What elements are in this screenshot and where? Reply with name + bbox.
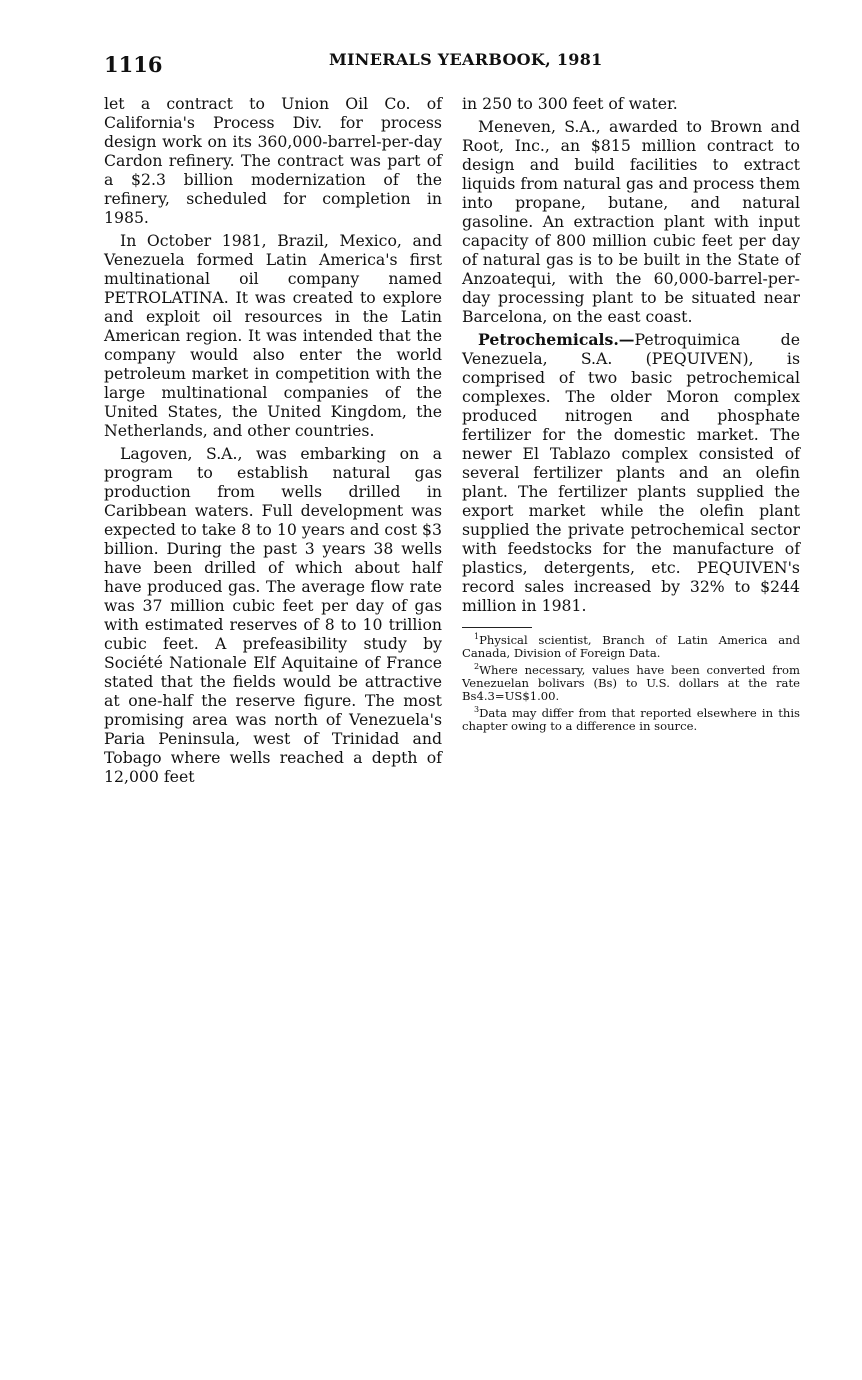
- paragraph-continuation: in 250 to 300 feet of water.: [462, 94, 678, 113]
- footnote-mark: 2: [474, 662, 480, 672]
- left-column: [104, 94, 442, 786]
- footnote-mark: 1: [474, 632, 480, 642]
- section-heading-petrochemicals: Petrochemicals.—: [478, 330, 635, 349]
- footnote-text: Where necessary, values have been converted from Venezuelan bolivars (Bs) to U.S. dollars at the rate Bs4.3=US$1.00.: [462, 663, 800, 703]
- paragraph-meneven: Meneven, S.A., awarded to Brown and Root, Inc., an $815 million contract to design and build facilities to extract liquids from natural gas and process them into propane, butane, and natural gasoline. An extraction plant with input capacity of 800 million cubic feet per day of natural gas is to be built in the State of Anzoatequi, with the 60,000-barrel-per-day processing plant to be situated near Barcelona, on the east coast.: [462, 117, 800, 326]
- footnote-1: [462, 634, 800, 660]
- footnote-text: Physical scientist, Branch of Latin America and Canada, Division of Foreign Data.: [462, 633, 800, 660]
- footnote-text: Data may differ from that reported elsewhere in this chapter owing to a difference in source.: [462, 706, 800, 733]
- footnote-mark: 3: [474, 705, 480, 715]
- running-title: MINERALS YEARBOOK, 1981: [329, 50, 603, 69]
- page-number: 1116: [104, 52, 163, 77]
- petrochemicals-text: Petroquimica de Venezuela, S.A. (PEQUIVEN), is comprised of two basic petrochemical complexes. The older Moron complex produced nitrogen and phosphate fertilizer for the domestic market. The newer El Tablazo complex consisted of several fertilizer plants and an olefin plant. The fertilizer plants supplied the export market while the olefin plant supplied the private petrochemical sector with feedstocks for the manufacture of plastics, detergents, etc. PEQUIVEN's record sales increased by 32% to $244 million in 1981.: [462, 330, 800, 615]
- footnote-2: [462, 664, 800, 703]
- footnote-3: [462, 707, 800, 733]
- paragraph-lagoven: Lagoven, S.A., was embarking on a program to establish natural gas production from wells drilled in Caribbean waters. Full development was expected to take 8 to 10 years and cost $3 billion. During the past 3 years 38 wells have been drilled of which about half have produced gas. The average flow rate was 37 million cubic feet per day of gas with estimated reserves of 8 to 10 trillion cubic feet. A prefeasibility study by Société Nationale Elf Aquitaine of France stated that the fields would be attractive at one-half the reserve figure. The most promising area was north of Venezuela's Paria Peninsula, west of Trinidad and Tobago where wells reached a depth of 12,000 feet: [104, 444, 442, 786]
- paragraph-refinery-contract: let a contract to Union Oil Co. of California's Process Div. for process design work on its 360,000-barrel-per-day Cardon refinery. The contract was part of a $2.3 billion modernization of the refinery, scheduled for completion in 1985.: [104, 94, 442, 227]
- footnote-divider: [462, 627, 532, 628]
- right-column: [462, 94, 800, 734]
- footnotes: [462, 634, 800, 733]
- paragraph-petrolatina: In October 1981, Brazil, Mexico, and Venezuela formed Latin America's first multinational oil company named PETROLATINA. It was created to explore and exploit oil resources in the Latin American region. It was intended that the company would also enter the world petroleum market in competition with the large multinational companies of the United States, the United Kingdom, the Netherlands, and other countries.: [104, 231, 442, 440]
- page-header: [104, 50, 804, 78]
- paragraph-petrochemicals: [462, 330, 800, 615]
